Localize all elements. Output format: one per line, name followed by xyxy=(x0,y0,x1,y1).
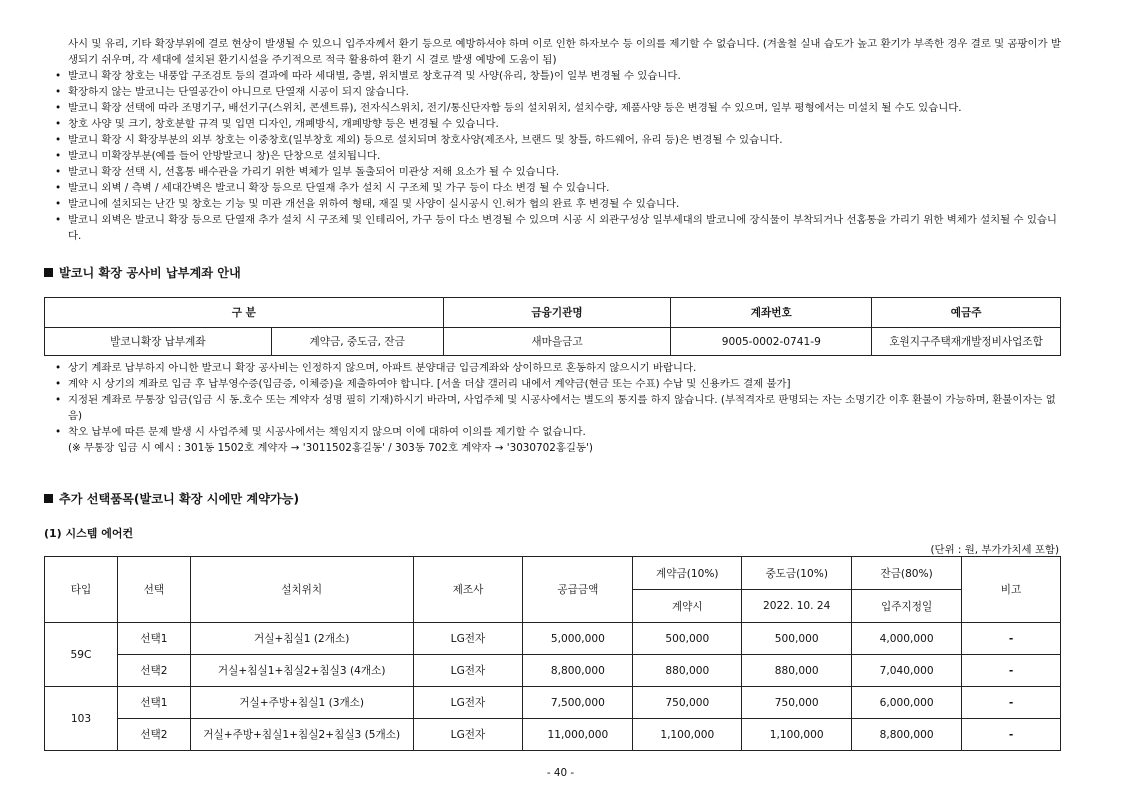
option-select: 선택2 xyxy=(117,719,190,751)
note-item: • 발코니 확장 시 확장부분의 외부 창호는 이중창호(일부창호 제외) 등으로 설치되며 창호사양(제조사, 브랜드 및 창틀, 하드웨어, 유리 등)은 변경될 수 있습니다. xyxy=(52,132,1062,148)
table-row xyxy=(45,687,1061,719)
note-item: • 창호 사양 및 크기, 창호분할 규격 및 입면 디자인, 개폐방식, 개폐방향 등은 변경될 수 있습니다. xyxy=(52,116,1062,132)
header-select: 선택 xyxy=(117,557,190,623)
option-select: 선택2 xyxy=(117,655,190,687)
payment-section-title-text: 발코니 확장 공사비 납부계좌 안내 xyxy=(59,266,241,280)
payment-account-table xyxy=(44,297,1061,356)
supply-price: 7,500,000 xyxy=(523,687,633,719)
square-bullet-icon xyxy=(44,494,53,503)
options-section-title-text: 추가 선택품목(발코니 확장 시에만 계약가능) xyxy=(59,492,300,506)
note-item: • 확장하지 않는 발코니는 단열공간이 아니므로 단열재 시공이 되지 않습니다. xyxy=(52,84,1062,100)
header-account-number: 계좌번호 xyxy=(671,298,872,328)
deposit-example: (※ 무통장 입금 시 예시 : 301동 1502호 계약자 → '3011502홍길동' / 303동 702호 계약자 → '3030702홍길동') xyxy=(68,442,593,454)
table-row xyxy=(45,328,1061,356)
maker: LG전자 xyxy=(413,687,523,719)
note-item: • 발코니 외벽 / 측벽 / 세대간벽은 발코니 확장 등으로 단열재 추가 설치 시 구조체 및 가구 등이 다소 변경 될 수 있습니다. xyxy=(52,180,1062,196)
note-item: • 발코니 확장 선택 시, 선홈통 배수관을 가리기 위한 벽체가 일부 돌출되어 미관상 저해 요소가 될 수 있습니다. xyxy=(52,164,1062,180)
unit-note: (단위 : 원, 부가가치세 포함) xyxy=(930,544,1059,556)
unit-type: 59C xyxy=(45,623,118,687)
note-item: • 지정된 계좌로 무통장 입금(입금 시 동.호수 또는 계약자 성명 필히 기재)하시기 바라며, 사업주체 및 시공사에서는 별도의 통지를 하지 않습니다. (부적격자로 판명되는 자는 소명기간 이후 환불이 가능하며, 환불이자는 없음) xyxy=(52,392,1062,424)
install-location: 거실+주방+침실1+침실2+침실3 (5개소) xyxy=(190,719,413,751)
install-location: 거실+주방+침실1 (3개소) xyxy=(190,687,413,719)
header-location: 설치위치 xyxy=(190,557,413,623)
header-bank: 금융기관명 xyxy=(443,298,671,328)
header-account-holder: 예금주 xyxy=(872,298,1061,328)
deposit-amount: 1,100,000 xyxy=(633,719,742,751)
payment-notes xyxy=(52,360,1062,456)
header-type: 타입 xyxy=(45,557,118,623)
payment-section-title xyxy=(44,264,241,281)
page-number: - 40 - xyxy=(546,767,575,779)
header-balance-when: 입주지정일 xyxy=(852,590,962,623)
table-row xyxy=(45,655,1061,687)
supply-price: 5,000,000 xyxy=(523,623,633,655)
remark: - xyxy=(962,719,1061,751)
supply-price: 8,800,000 xyxy=(523,655,633,687)
deposit-amount: 750,000 xyxy=(633,687,742,719)
account-purpose: 발코니확장 납부계좌 xyxy=(45,328,272,356)
balance-amount: 4,000,000 xyxy=(852,623,962,655)
remark: - xyxy=(962,687,1061,719)
supply-price: 11,000,000 xyxy=(523,719,633,751)
maker: LG전자 xyxy=(413,623,523,655)
bank-name: 새마을금고 xyxy=(443,328,671,356)
maker: LG전자 xyxy=(413,655,523,687)
note-item: • 발코니 미확장부분(예를 들어 안방발코니 창)은 단창으로 설치됩니다. xyxy=(52,148,1062,164)
note-item: • 계약 시 상기의 계좌로 입금 후 납부영수증(입금증, 이체증)을 제출하여야 합니다. [서울 더샵 갤러리 내에서 계약금(현금 또는 수표) 수납 및 신용카드 결제 불가] xyxy=(52,376,1062,392)
middle-amount: 500,000 xyxy=(742,623,852,655)
aircon-options-table xyxy=(44,556,1061,751)
square-bullet-icon xyxy=(44,268,53,277)
note-continuation: 사시 및 유리, 기타 확장부위에 결로 현상이 발생될 수 있으니 입주자께서 환기 등으로 예방하셔야 하며 이로 인한 하자보수 등 이의를 제기할 수 없습니다. (겨울철 실내 습도가 높고 환기가 부족한 경우 결로 및 곰팡이가 발생되기 쉬우며, 각 세대에 설치된 환기시설을 주기적으로 적극 활용하여 환기 시 결로 발생 예방에 도움이 됨) xyxy=(68,38,1061,66)
header-category: 구 분 xyxy=(45,298,444,328)
middle-amount: 750,000 xyxy=(742,687,852,719)
install-location: 거실+침실1+침실2+침실3 (4개소) xyxy=(190,655,413,687)
table-header-row xyxy=(45,298,1061,328)
middle-amount: 1,100,000 xyxy=(742,719,852,751)
maker: LG전자 xyxy=(413,719,523,751)
account-number: 9005-0002-0741-9 xyxy=(671,328,872,356)
table-header-row xyxy=(45,557,1061,590)
header-middle: 중도금(10%) xyxy=(742,557,852,590)
option-select: 선택1 xyxy=(117,623,190,655)
deposit-amount: 500,000 xyxy=(633,623,742,655)
header-balance: 잔금(80%) xyxy=(852,557,962,590)
balance-amount: 6,000,000 xyxy=(852,687,962,719)
header-remark: 비고 xyxy=(962,557,1061,623)
install-location: 거실+침실1 (2개소) xyxy=(190,623,413,655)
header-middle-when: 2022. 10. 24 xyxy=(742,590,852,623)
note-item: • 상기 계좌로 납부하지 아니한 발코니 확장 공사비는 인정하지 않으며, 아파트 분양대금 입금계좌와 상이하므로 혼동하지 않으시기 바랍니다. xyxy=(52,360,1062,376)
remark: - xyxy=(962,623,1061,655)
note-item: • 착오 납부에 따른 문제 발생 시 사업주체 및 시공사에서는 책임지지 않으며 이에 대하여 이의를 제기할 수 없습니다. xyxy=(52,424,1062,440)
note-item: • 발코니에 설치되는 난간 및 창호는 기능 및 미관 개선을 위하여 형태, 재질 및 사양이 실시공시 인.허가 협의 완료 후 변경될 수 있습니다. xyxy=(52,196,1062,212)
balance-amount: 8,800,000 xyxy=(852,719,962,751)
table-row xyxy=(45,719,1061,751)
middle-amount: 880,000 xyxy=(742,655,852,687)
account-holder: 호원지구주택재개발정비사업조합 xyxy=(872,328,1061,356)
note-item: • 발코니 확장 창호는 내풍압 구조검토 등의 결과에 따라 세대별, 층별, 위치별로 창호규격 및 사양(유리, 창틀)이 일부 변경될 수 있습니다. xyxy=(52,68,1062,84)
options-section-title xyxy=(44,490,299,507)
balcony-notes xyxy=(52,36,1062,244)
header-deposit: 계약금(10%) xyxy=(633,557,742,590)
header-maker: 제조사 xyxy=(413,557,523,623)
option-select: 선택1 xyxy=(117,687,190,719)
table-row xyxy=(45,623,1061,655)
header-price: 공급금액 xyxy=(523,557,633,623)
payment-types: 계약금, 중도금, 잔금 xyxy=(271,328,443,356)
note-item: • 발코니 외벽은 발코니 확장 등으로 단열재 추가 설치 시 구조체 및 인테리어, 가구 등이 다소 변경될 수 있으며 시공 시 외관구성상 일부세대의 발코니에 장식물이 부착되거나 선홈통을 가리기 위한 벽체가 설치될 수 있습니다. xyxy=(52,212,1062,244)
aircon-subtitle: (1) 시스템 에어컨 xyxy=(44,527,134,540)
deposit-amount: 880,000 xyxy=(633,655,742,687)
note-item: • 발코니 확장 선택에 따라 조명기구, 배선기구(스위치, 콘센트류), 전자식스위치, 전기/통신단자함 등의 설치위치, 설치수량, 제품사양 등은 변경될 수 있으며, 일부 평형에서는 미설치 될 수도 있습니다. xyxy=(52,100,1062,116)
balance-amount: 7,040,000 xyxy=(852,655,962,687)
remark: - xyxy=(962,655,1061,687)
header-deposit-when: 계약시 xyxy=(633,590,742,623)
unit-type: 103 xyxy=(45,687,118,751)
